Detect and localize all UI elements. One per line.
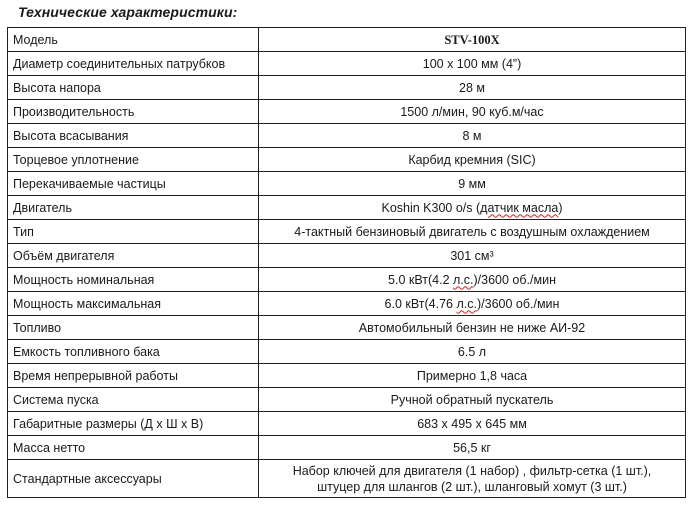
- spec-label: Диаметр соединительных патрубков: [8, 52, 259, 76]
- spec-value: [259, 268, 686, 292]
- spec-value: [259, 292, 686, 316]
- value-part: )/3600 об./мин: [476, 296, 560, 311]
- table-row: [8, 196, 686, 220]
- spec-value: Примерно 1,8 часа: [259, 364, 686, 388]
- table-row: [8, 172, 686, 196]
- table-row: [8, 388, 686, 412]
- spellcheck-marked-text: л.с.: [456, 296, 477, 311]
- spec-value: [259, 460, 686, 498]
- spellcheck-marked-text: л.с.: [453, 272, 474, 287]
- spec-label: Мощность максимальная: [8, 292, 259, 316]
- table-row: [8, 52, 686, 76]
- spec-label: Высота напора: [8, 76, 259, 100]
- spec-value: STV-100X: [259, 28, 686, 52]
- spec-label: Стандартные аксессуары: [8, 460, 259, 498]
- table-row: [8, 220, 686, 244]
- spec-value: 56,5 кг: [259, 436, 686, 460]
- spec-label: Мощность номинальная: [8, 268, 259, 292]
- spec-label: Время непрерывной работы: [8, 364, 259, 388]
- table-row: [8, 316, 686, 340]
- value-part: 5.0 кВт(4.2: [388, 272, 454, 287]
- table-row: [8, 100, 686, 124]
- spec-label: Габаритные размеры (Д х Ш х В): [8, 412, 259, 436]
- table-row: [8, 292, 686, 316]
- spec-value: 28 м: [259, 76, 686, 100]
- spec-value: 4-тактный бензиновый двигатель с воздушным охлаждением: [259, 220, 686, 244]
- spec-value: [259, 196, 686, 220]
- table-row: [8, 124, 686, 148]
- spec-value: 9 мм: [259, 172, 686, 196]
- table-row: [8, 244, 686, 268]
- spec-label: Емкость топливного бака: [8, 340, 259, 364]
- spec-label: Торцевое уплотнение: [8, 148, 259, 172]
- spec-label: Модель: [8, 28, 259, 52]
- spec-label: Объём двигателя: [8, 244, 259, 268]
- spec-label: Масса нетто: [8, 436, 259, 460]
- value-part: )/3600 об./мин: [473, 272, 556, 287]
- spellcheck-marked-text: датчик масла: [480, 200, 559, 215]
- table-row: [8, 76, 686, 100]
- spec-label: Тип: [8, 220, 259, 244]
- table-row: [8, 460, 686, 498]
- specifications-table: [7, 27, 686, 498]
- spec-value: Карбид кремния (SIC): [259, 148, 686, 172]
- table-row: [8, 340, 686, 364]
- spec-value: 6.5 л: [259, 340, 686, 364]
- section-heading: Технические характеристики:: [18, 4, 238, 20]
- value-part: 6.0 кВт(4.76: [384, 296, 457, 311]
- spec-value: 100 x 100 мм (4”): [259, 52, 686, 76]
- spec-value: 301 см³: [259, 244, 686, 268]
- spec-label: Система пуска: [8, 388, 259, 412]
- spec-label: Производительность: [8, 100, 259, 124]
- spec-label: Топливо: [8, 316, 259, 340]
- spec-value: 683 x 495 x 645 мм: [259, 412, 686, 436]
- value-part: Koshin K300 o/s (: [381, 200, 481, 215]
- table-row: [8, 364, 686, 388]
- table-row: [8, 436, 686, 460]
- spec-value: Ручной обратный пускатель: [259, 388, 686, 412]
- spec-label: Перекачиваемые частицы: [8, 172, 259, 196]
- spec-label: Высота всасывания: [8, 124, 259, 148]
- value-line: штуцер для шлангов (2 шт.), шланговый хомут (3 шт.): [317, 479, 627, 494]
- table-row: [8, 268, 686, 292]
- table-row: [8, 28, 686, 52]
- spec-value: 1500 л/мин, 90 куб.м/час: [259, 100, 686, 124]
- spec-value: 8 м: [259, 124, 686, 148]
- spec-value: Автомобильный бензин не ниже АИ-92: [259, 316, 686, 340]
- value-part: ): [558, 200, 563, 215]
- table-row: [8, 148, 686, 172]
- spec-label: Двигатель: [8, 196, 259, 220]
- table-row: [8, 412, 686, 436]
- value-line: Набор ключей для двигателя (1 набор) , фильтр-сетка (1 шт.),: [292, 463, 652, 478]
